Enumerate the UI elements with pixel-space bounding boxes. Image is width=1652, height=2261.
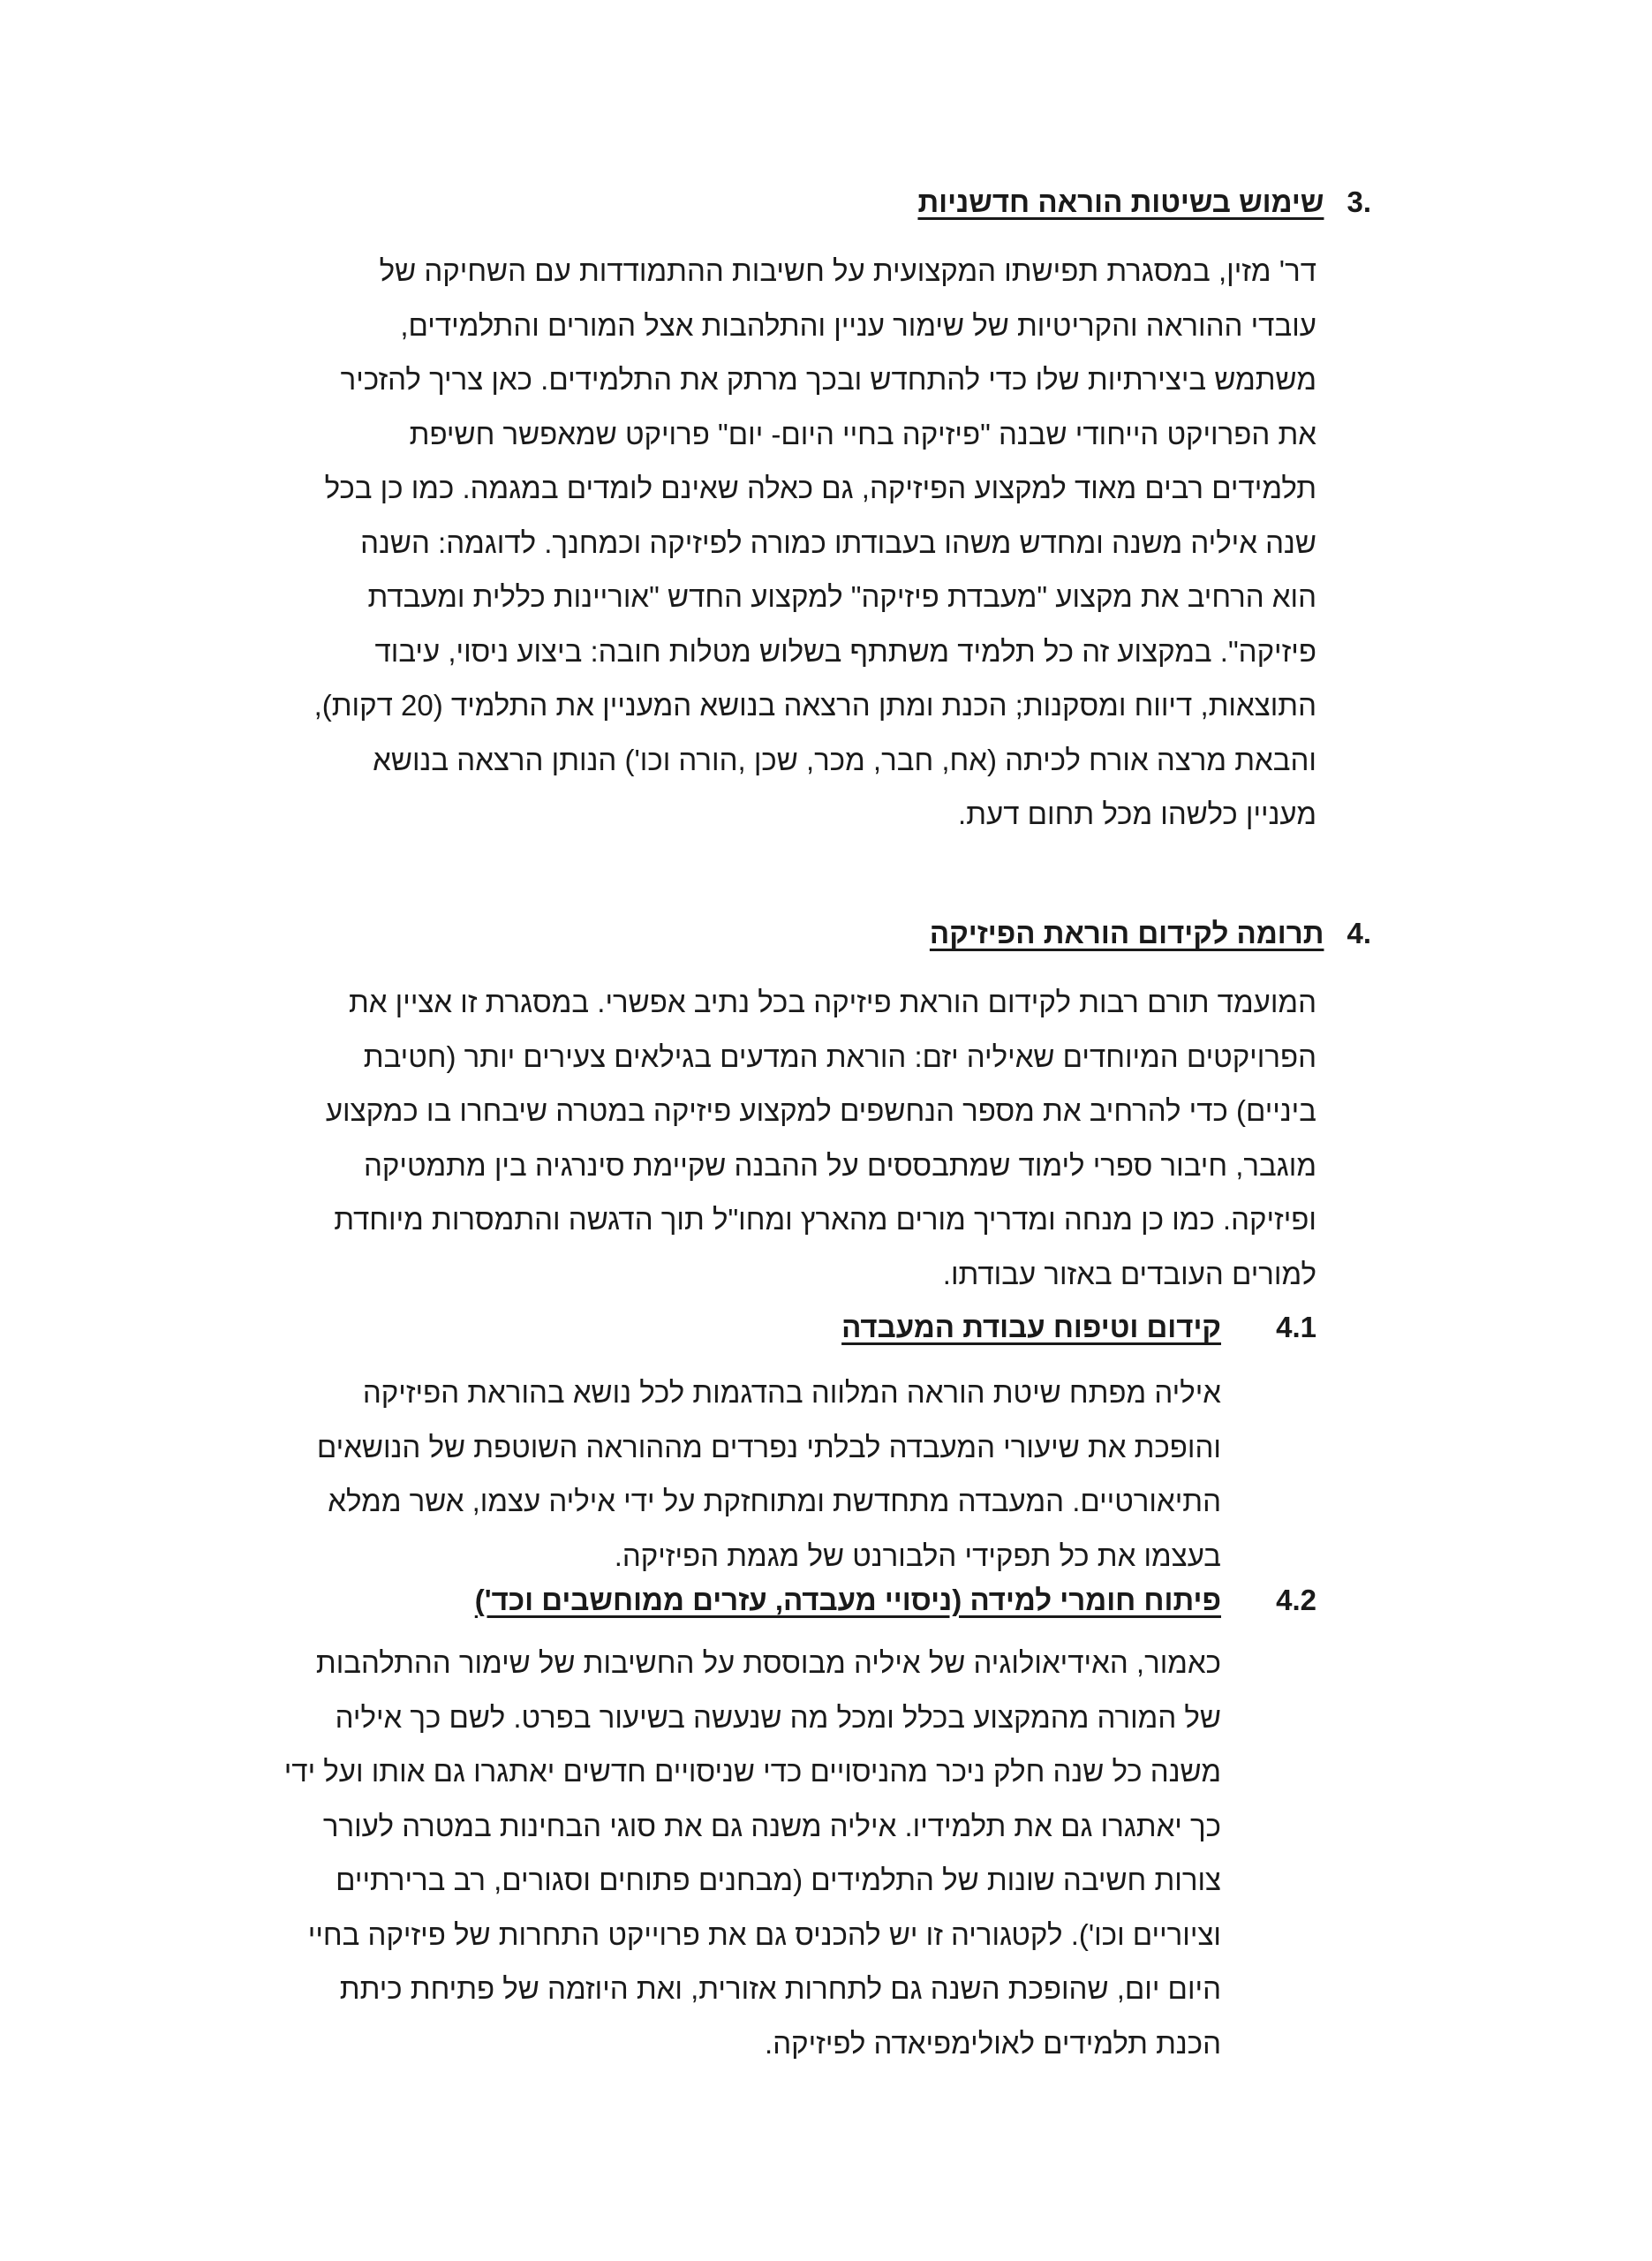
- subsection-number: 4.1: [1276, 1311, 1316, 1343]
- paragraph-line: המועמד תורם רבות לקידום הוראת פיזיקה בכל נתיב אפשרי. במסגרת זו אציין את: [348, 986, 1316, 1018]
- paragraph-line: ופיזיקה. כמו כן מנחה ומדריך מורים מהארץ ומחו"ל תוך הדגשה והתמסרות מיוחדת: [334, 1203, 1316, 1236]
- subsection-title: קידום וטיפוח עבודת המעבדה: [841, 1311, 1221, 1343]
- section-number: .3: [1346, 185, 1371, 218]
- paragraph-line: הפרויקטים המיוחדים שאיליה יזם: הוראת המדעים בגילאים צעירים יותר (חטיבת: [363, 1040, 1316, 1073]
- paragraph-line: מעניין כלשהו מכל תחום דעת.: [958, 798, 1316, 830]
- section-title: שימוש בשיטות הוראה חדשניות: [917, 185, 1324, 218]
- paragraph-line: כאמור, האידיאולוגיה של איליה מבוססת על החשיבות של שימור ההתלהבות: [315, 1646, 1221, 1679]
- subsection-title: פיתוח חומרי למידה (ניסויי מעבדה, עזרים ממוחשבים וכד'): [474, 1584, 1221, 1616]
- paragraph-line: של המורה מהמקצוע בכלל ומכל מה שנעשה בשיעור בפרט. לשם כך איליה: [335, 1700, 1221, 1734]
- paragraph-line: והבאת מרצה אורח לכיתה (אח, חבר, מכר, שכן ,הורה וכו') הנותן הרצאה בנושא: [373, 743, 1316, 776]
- paragraph-line: משנה כל שנה חלק ניכר מהניסויים כדי שניסויים חדשים יאתגרו גם אותו ועל ידי: [283, 1755, 1221, 1788]
- section-4-paragraph: [279, 975, 1316, 1301]
- subsection-4-2-paragraph: [268, 1636, 1221, 2070]
- paragraph-line: שנה איליה משנה ומחדש משהו בעבודתו כמורה לפיזיקה וכמחנך. לדוגמה: השנה: [360, 526, 1316, 559]
- paragraph-line: ביניים) כדי להרחיב את מספר הנחשפים למקצוע פיזיקה במטרה שיבחרו בו כמקצוע: [325, 1094, 1316, 1127]
- paragraph-line: היום יום, שהופכת השנה גם לתחרות אזורית, ואת היוזמה של פתיחת כיתת: [339, 1972, 1221, 2005]
- paragraph-line: התוצאות, דיווח ומסקנות; הכנת ומתן הרצאה בנושא המעניין את התלמיד (20 דקות),: [313, 689, 1316, 722]
- paragraph-line: דר' מזין, במסגרת תפישתו המקצועית על חשיבות ההתמודדות עם השחיקה של: [379, 254, 1316, 287]
- section-4-heading: [930, 917, 1371, 950]
- paragraph-line: התיאורטיים. המעבדה מתחדשת ומתוחזקת על ידי איליה עצמו, אשר ממלא: [328, 1485, 1221, 1517]
- paragraph-line: איליה מפתח שיטת הוראה המלווה בהדגמות לכל נושא בהוראת הפיזיקה: [362, 1376, 1221, 1409]
- paragraph-line: מוגבר, חיבור ספרי לימוד שמתבססים על ההבנה שקיימת סינרגיה בין מתמטיקה: [364, 1148, 1316, 1182]
- paragraph-line: תלמידים רבים מאוד למקצוע הפיזיקה, גם כאלה שאינם לומדים במגמה. כמו כן בכל: [324, 472, 1316, 504]
- paragraph-line: הוא הרחיב את מקצוע "מעבדת פיזיקה" למקצוע החדש "אוריינות כללית ומעבדת: [367, 580, 1316, 613]
- subsection-4-2-heading: [345, 1584, 1316, 1628]
- paragraph-line: צורות חשיבה שונות של התלמידים (מבחנים פתוחים וסגורים, רב ברירתיים: [336, 1864, 1221, 1896]
- subsection-4-1-paragraph: [276, 1365, 1221, 1583]
- subsection-4-1-heading: [522, 1311, 1316, 1355]
- paragraph-line: את הפרויקט הייחודי שבנה "פיזיקה בחיי היום- יום" פרויקט שמאפשר חשיפת: [409, 417, 1316, 450]
- subsection-number: 4.2: [1276, 1584, 1316, 1616]
- paragraph-line: למורים העובדים באזור עבודתו.: [942, 1257, 1316, 1290]
- paragraph-line: משתמש ביצירתיות שלו כדי להתחדש ובכך מרתק את התלמידים. כאן צריך להזכיר: [340, 363, 1316, 396]
- section-3-paragraph: [279, 244, 1316, 842]
- paragraph-line: והופכת את שיעורי המעבדה לבלתי נפרדים מההוראה השוטפת של הנושאים: [316, 1430, 1221, 1463]
- section-3-heading: [917, 185, 1371, 219]
- paragraph-line: פיזיקה". במקצוע זה כל תלמיד משתתף בשלוש מטלות חובה: ביצוע ניסוי, עיבוד: [374, 634, 1316, 668]
- paragraph-line: בעצמו את כל תפקידי הלבורנט של מגמת הפיזיקה.: [614, 1539, 1221, 1572]
- paragraph-line: כך יאתגרו גם את תלמידיו. איליה משנה גם את סוגי הבחינות במטרה לעורר: [322, 1809, 1221, 1842]
- paragraph-line: וציוריים וכו'). לקטגוריה זו יש להכניס גם את פרוייקט התחרות של פיזיקה בחיי: [307, 1917, 1221, 1951]
- section-number: .4: [1346, 917, 1371, 949]
- paragraph-line: הכנת תלמידים לאולימפיאדה לפיזיקה.: [765, 2026, 1221, 2060]
- section-title: תרומה לקידום הוראת הפיזיקה: [929, 917, 1324, 949]
- paragraph-line: עובדי ההוראה והקריטיות של שימור עניין והתלהבות אצל המורים והתלמידים,: [400, 308, 1316, 342]
